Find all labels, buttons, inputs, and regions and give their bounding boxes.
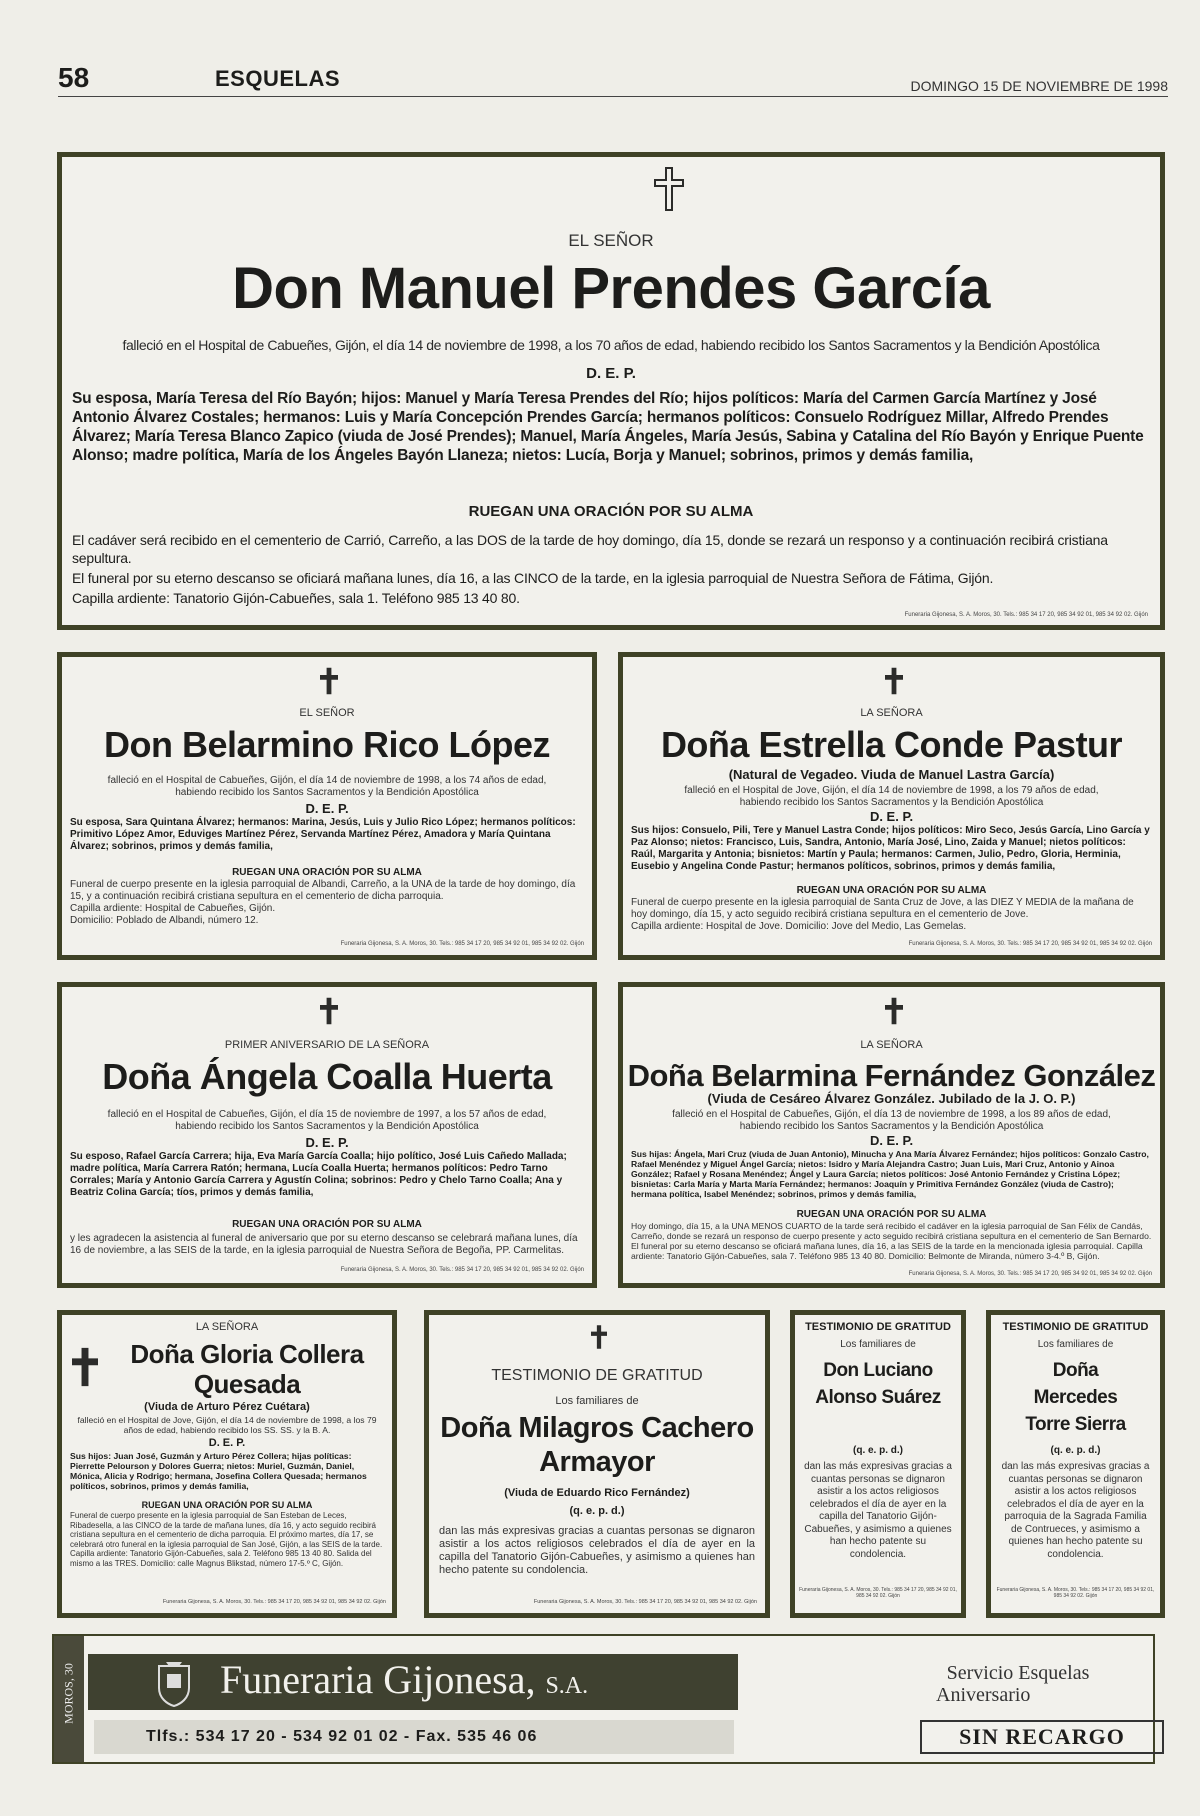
obituary-gloria <box>57 1310 397 1618</box>
coat-of-arms-icon <box>144 1658 204 1708</box>
ad-service-type: Aniversario <box>936 1684 1031 1706</box>
dep-label: D. E. P. <box>869 809 914 824</box>
dep-label: D. E. P. <box>586 365 636 382</box>
chapel-info: Capilla ardiente: Hospital de Cabueñes, Gijón. <box>70 903 276 914</box>
funeral-home-footer: Funeraria Gijonesa, S. A. Moros, 30. Tels.: 985 34 17 20, 985 34 92 01, 985 34 92 02. Gijón <box>162 1599 386 1605</box>
prayer-request: RUEGAN UNA ORACIÓN POR SU ALMA <box>232 867 422 878</box>
funeral-info: Funeral de cuerpo presente en la iglesia parroquial de San Esteban de Leces, Ribadesella, a las CINCO de la tarde de mañana lunes, día 16, y acto seguido recibirá cristiana sepultura en el cementerio de dicha parroquia. El próximo martes, día 17, se celebrará otro funeral en la iglesia parroquial de San José, Gijón, a las SEIS de la tarde. Capilla ardiente: Tanatorio Gijón-Cabueñes, sala 2. Teléfono 985 13 40 80. Salida del mismo a las TRES. Domicilio: calle Magnus Blikstad, número 17-5.º C, Gijón. <box>70 1511 383 1568</box>
chapel-info: Capilla ardiente: Hospital de Jove. Domicilio: Jove del Medio, Las Gemelas. <box>631 921 967 932</box>
obituary-main <box>57 152 1165 630</box>
dep-label: D. E. P. <box>869 1133 914 1148</box>
gratitude-body: dan las más expresivas gracias a cuantas personas se dignaron asistir a los actos religiosos celebrados el día de ayer en la parroquia de la Sagrada Familia de Contrueces, y asimismo a quienes han hecho patente su condolencia. <box>1001 1461 1150 1560</box>
cross-icon <box>654 167 684 211</box>
ad-phones: Tlfs.: 534 17 20 - 534 92 01 02 - Fax. 535 46 06 <box>146 1728 538 1745</box>
deceased-name: Doña Belarmina Fernández González <box>627 1058 1156 1093</box>
obituary-belarmino <box>57 652 597 960</box>
ad-no-surcharge: SIN RECARGO <box>920 1720 1164 1754</box>
dep-label: D. E. P. <box>208 1437 246 1449</box>
death-notice: falleció en el Hospital de Cabueñes, Gijón, el día 14 de noviembre de 1998, a los 70 años de edad, habiendo recibido los Santos Sacramentos y la Bendición Apostólica <box>122 337 1100 353</box>
page-number: 58 <box>58 62 90 93</box>
deceased-name: Doña Milagros Cachero Armayor <box>440 1412 754 1478</box>
obituary-belarmina <box>618 982 1165 1288</box>
qepd-label: (q. e. p. d.) <box>569 1505 625 1517</box>
cross-icon <box>591 1325 607 1349</box>
death-notice: falleció en el Hospital de Jove, Gijón, el día 14 de noviembre de 1998, a los 79 años de edad, habiendo recibido los Santos Sacramentos y la Bendición Apostólica <box>684 785 1099 808</box>
deceased-name: Don Luciano Alonso Suárez <box>815 1360 941 1408</box>
family-list: Su esposa, Sara Quintana Álvarez; hermanos: Marina, Jesús, Luis y Julio Rico López; hermanos políticos: Primitivo López Amor, Eduviges Martínez Pérez, Servanda Martínez Pérez, Amadora y María Quintana Álvarez; sobrinos, primos y demás familia, <box>70 817 576 852</box>
gratitude-mercedes <box>986 1310 1165 1618</box>
obituary-pretitle: LA SEÑORA <box>860 1039 923 1051</box>
gratitude-intro: Los familiares de <box>840 1339 916 1350</box>
deceased-name: Doña Estrella Conde Pastur <box>660 724 1123 765</box>
deceased-subtitle: (Viuda de Cesáreo Álvarez González. Jubilado de la J. O. P.) <box>707 1091 1076 1106</box>
gratitude-title: TESTIMONIO DE GRATITUD <box>491 1367 703 1384</box>
deceased-name: Don Belarmino Rico López <box>103 724 551 765</box>
cross-icon <box>320 997 338 1025</box>
death-notice: falleció en el Hospital de Cabueñes, Gijón, el día 13 de noviembre de 1998, a los 89 años de edad, habiendo recibido los Santos Sacramentos y la Bendición Apostólica <box>672 1109 1111 1132</box>
ad-service: Servicio Esquelas <box>946 1662 1090 1684</box>
deceased-name: Doña Gloria Collera Quesada <box>130 1339 364 1399</box>
gratitude-body: dan las más expresivas gracias a cuantas personas se dignaron asistir a los actos religiosos celebrados el día de ayer en la capilla del Tanatorio Gijón-Cabueñes, y asimismo a quienes han hecho patente su condolencia. <box>439 1525 755 1576</box>
obituary-pretitle: PRIMER ANIVERSARIO DE LA SEÑORA <box>224 1039 430 1051</box>
obituary-pretitle: EL SEÑOR <box>299 707 355 719</box>
prayer-request: RUEGAN UNA ORACIÓN POR SU ALMA <box>796 1209 987 1220</box>
dep-label: D. E. P. <box>305 1135 349 1150</box>
funeral-home-footer: Funeraria Gijonesa, S. A. Moros, 30. Tels.: 985 34 17 20, 985 34 92 01, 985 34 92 02. Gijón <box>340 1267 584 1273</box>
funeral-info: y les agradecen la asistencia al funeral de aniversario que por su eterno descanso se celebrará mañana lunes, día 16 de noviembre, a las SEIS de la tarde, en la iglesia parroquial de Nuestra Señora de Begoña, PP. Carmelitas. <box>70 1233 578 1256</box>
prayer-request: RUEGAN UNA ORACIÓN POR SU ALMA <box>468 503 754 520</box>
cross-icon <box>885 667 903 695</box>
deceased-name: Doña Ángela Coalla Huerta <box>102 1056 552 1097</box>
obituary-angela <box>57 982 597 1288</box>
family-list: Sus hijos: Consuelo, Pili, Tere y Manuel Lastra Conde; hijos políticos: Miro Seco, Jesús García, Lino García y Paz Alonso; nietos: Francisco, Luis, Sandra, Antonio, María José, Lino, Zaida y Manuel; nietos políticos: Raúl, Margarita y Antonia; bisnietos: Martín y Paula; hermanos: Carmen, Julio, Pedro, Gloria, Herminia, Eusebio y Angelina Conde Pastur; hermanos políticos, sobrinos, primos y demás familia, <box>631 825 1150 872</box>
obituary-estrella <box>618 652 1165 960</box>
obituary-pretitle: EL SEÑOR <box>568 231 654 250</box>
deceased-name: Doña Mercedes Torre Sierra <box>1025 1360 1126 1435</box>
chapel-info: Capilla ardiente: Tanatorio Gijón-Cabueñes, sala 1. Teléfono 985 13 40 80. <box>72 590 520 606</box>
funeral-info: Funeral de cuerpo presente en la iglesia parroquial de Albandi, Carreño, a la UNA de la tarde de hoy domingo, día 15, y a continuación recibirá cristiana sepultura en el cementerio de dicha parroquia. <box>70 879 576 902</box>
death-notice: falleció en el Hospital de Jove, Gijón, el día 14 de noviembre de 1998, a los 79 años de edad, habiendo recibido los SS. SS. y la B. A. <box>77 1415 377 1435</box>
dep-label: D. E. P. <box>305 801 349 816</box>
cross-icon <box>72 1343 98 1391</box>
death-notice: falleció en el Hospital de Cabueñes, Gijón, el día 15 de noviembre de 1997, a los 57 años de edad, habiendo recibido los Santos Sacramentos y la Bendición Apostólica <box>107 1109 547 1132</box>
gratitude-intro: Los familiares de <box>1037 1339 1114 1350</box>
funeral-info: Hoy domingo, día 15, a la UNA MENOS CUARTO de la tarde será recibido el cadáver en la iglesia parroquial de San Félix de Candás, Carreño, donde se rezará un responso de cuerpo presente y acto seguido recibirá cristiana sepultura en el cementerio de San Bernardo. El funeral por su eterno descanso se oficiará mañana lunes, día 16, a las SEIS de la tarde en la mencionada iglesia parroquial. Capilla ardiente: Tanatorio Gijón-Cabueñes, sala 7. Teléfono 985 13 40 80. Domicilio: Belmonte de Miranda, número 3-4.º B, Gijón. <box>631 1221 1152 1261</box>
gratitude-title: TESTIMONIO DE GRATITUD <box>1002 1321 1149 1333</box>
header-rule <box>58 96 1168 97</box>
ad-company: Funeraria Gijonesa, S.A. <box>220 1657 589 1702</box>
family-list: Su esposo, Rafael García Carrera; hija, Eva María García Coalla; hijo político, José Luis Cañedo Mallada; madre política, María Carrera Ratón; hermana, Lucía Coalla Huerta; hermanos políticos: Pedro Tarno Corrales; María y Antonio García Carrera y Agustín Colina; sobrinos: Pedro y Chelo Tarno Coalla; Ana y Beatriz Colina García; tíos, primos y demás familia, <box>70 1151 567 1198</box>
gratitude-luciano <box>790 1310 966 1618</box>
deceased-subtitle: (Viuda de Arturo Pérez Cuétara) <box>144 1401 310 1413</box>
ad-address: MOROS, 30 <box>61 1663 76 1724</box>
obituary-pretitle: LA SEÑORA <box>860 707 923 719</box>
gratitude-title: TESTIMONIO DE GRATITUD <box>805 1321 951 1333</box>
funeral-home-footer: Funeraria Gijonesa, S. A. Moros, 30. Tels.: 985 34 17 20, 985 34 92 01, 985 34 92 02. Gijón <box>533 1599 757 1605</box>
burial-info: El cadáver será recibido en el cementerio de Carrió, Carreño, a las DOS de la tarde de hoy domingo, día 15, donde se rezará un responso y a continuación recibirá cristiana sepultura. <box>72 532 1108 566</box>
funeral-home-footer: Funeraria Gijonesa, S. A. Moros, 30. Tels.: 985 34 17 20, 985 34 92 01, 985 34 92 02. Gijón <box>340 941 584 947</box>
gratitude-milagros <box>424 1310 770 1618</box>
gratitude-body: dan las más expresivas gracias a cuantas personas se dignaron asistir a los actos religiosos celebrados el día de ayer en la capilla del Tanatorio Gijón-Cabueñes, y asimismo a quienes han hecho patente su condolencia. <box>804 1461 952 1560</box>
funeral-info: Funeral de cuerpo presente en la iglesia parroquial de Santa Cruz de Jove, a las DIEZ Y MEDIA de la mañana de hoy domingo, día 15, y acto seguido recibirá cristiana sepultura en el cementerio de Jove. <box>631 897 1134 920</box>
funeral-info: El funeral por su eterno descanso se oficiará mañana lunes, día 16, a las CINCO de la tarde, en la iglesia parroquial de Nuestra Señora de Fátima, Gijón. <box>72 570 994 586</box>
obituary-pretitle: LA SEÑORA <box>195 1321 259 1333</box>
section-title: ESQUELAS <box>215 66 341 91</box>
qepd-label: (q. e. p. d.) <box>853 1445 903 1456</box>
deceased-name: Don Manuel Prendes García <box>232 256 990 321</box>
qepd-label: (q. e. p. d.) <box>1050 1445 1101 1456</box>
funeral-home-ad <box>52 1634 1155 1764</box>
deceased-subtitle: (Viuda de Eduardo Rico Fernández) <box>504 1487 690 1499</box>
address-info: Domicilio: Poblado de Albandi, número 12. <box>70 915 259 926</box>
prayer-request: RUEGAN UNA ORACIÓN POR SU ALMA <box>796 885 987 896</box>
gratitude-intro: Los familiares de <box>555 1395 639 1407</box>
family-list: Sus hijos: Juan José, Guzmán y Arturo Pérez Collera; hijas políticas: Pierrette Pelourson y Dolores Guerra; nietos: Muriel, Guzmán, Daniel, Mónica, Alicia y Rodrigo; hermana, Josefina Collera Quesada; hermanos políticos, sobrinos, primos y demás familia, <box>70 1451 367 1491</box>
cross-icon <box>320 667 338 695</box>
page-date: DOMINGO 15 DE NOVIEMBRE DE 1998 <box>910 78 1168 94</box>
family-list: Su esposa, María Teresa del Río Bayón; hijos: Manuel y María Teresa Prendes del Río; hijos políticos: María del Carmen García Martínez y José Antonio Álvarez Costales; hermanos: Luis y María Concepción Prendes García; hermanos políticos: Consuelo Rodríguez Millar, Alfredo Prendes Álvarez; María Teresa Blanco Zapico (viuda de José Prendes); Manuel, María Ángeles, María Jesús, Sabina y Catalina del Río Bayón y Enrique Puente Alonso; madre política, María de los Ángeles Bayón Llaneza; nietos: Lucía, Borja y Manuel; sobrinos, primos y demás familia, <box>72 390 1144 464</box>
funeral-home-footer: Funeraria Gijonesa, S. A. Moros, 30. Tels.: 985 34 17 20, 985 34 92 01, 985 34 92 02. Gijón <box>908 941 1152 947</box>
funeral-home-footer: Funeraria Gijonesa, S. A. Moros, 30. Tels.: 985 34 17 20, 985 34 92 01, 985 34 92 02. Gijón <box>799 1587 957 1599</box>
prayer-request: RUEGAN UNA ORACIÓN POR SU ALMA <box>232 1219 422 1230</box>
prayer-request: RUEGAN UNA ORACIÓN POR SU ALMA <box>141 1500 313 1510</box>
funeral-home-footer: Funeraria Gijonesa, S. A. Moros, 30. Tels.: 985 34 17 20, 985 34 92 01, 985 34 92 02. Gijón <box>904 612 1148 618</box>
cross-icon <box>885 997 903 1025</box>
death-notice: falleció en el Hospital de Cabueñes, Gijón, el día 14 de noviembre de 1998, a los 74 años de edad, habiendo recibido los Santos Sacramentos y la Bendición Apostólica <box>107 775 547 798</box>
deceased-subtitle: (Natural de Vegadeo. Viuda de Manuel Lastra García) <box>728 767 1055 782</box>
family-list: Sus hijas: Ángela, Mari Cruz (viuda de Juan Antonio), Minucha y Ana María Álvarez Fernández; hijos políticos: Gonzalo Castro, Rafael Menéndez y Miguel Ángel García; nietos: Isidro y María Alejandra Castro; Juan Luis, Mari Cruz, Antonio y Ainoa González; Rafael y Rosana Menéndez; Ángel y Laura García; nietos políticos: José Antonio Fernández y Cristina López; bisnietas: Carla María y Marta María Fernández; hermanos: Joaquín y Primitiva Fernández González (viuda de Castro); hermana política, Isabel Menéndez; sobrinos, primos y demás familia, <box>631 1149 1149 1199</box>
funeral-home-footer: Funeraria Gijonesa, S. A. Moros, 30. Tels.: 985 34 17 20, 985 34 92 01, 985 34 92 02. Gijón <box>996 1587 1155 1599</box>
funeral-home-footer: Funeraria Gijonesa, S. A. Moros, 30. Tels.: 985 34 17 20, 985 34 92 01, 985 34 92 02. Gijón <box>908 1271 1152 1277</box>
